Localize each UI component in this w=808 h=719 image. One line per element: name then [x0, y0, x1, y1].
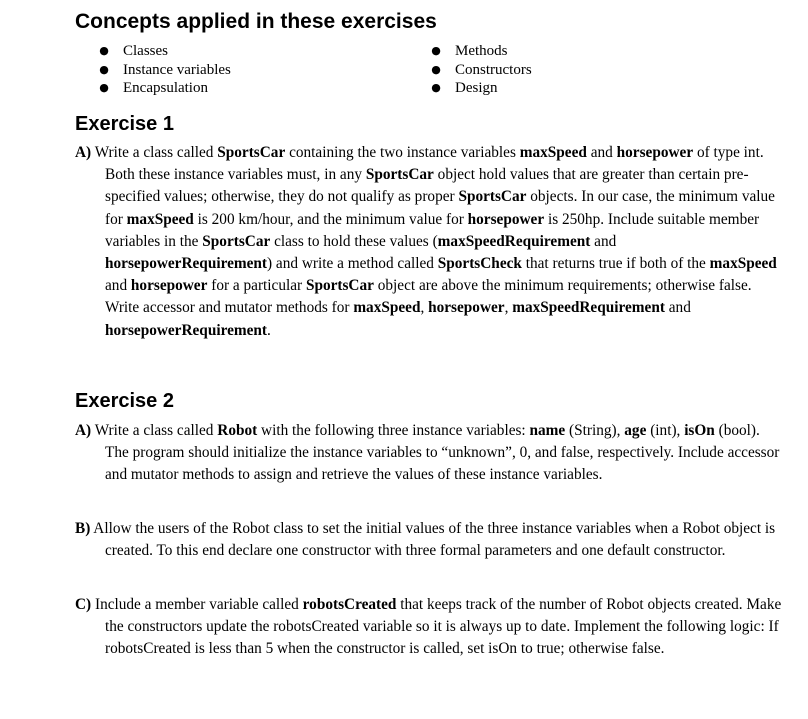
exercise2-part-b: B) Allow the users of the Robot class to set the initial values of the three instance variables when a Robot object is created. To this end declare one constructor with three formal parameters and one default constructor. [75, 520, 776, 560]
list-item: ● Constructors [429, 61, 532, 80]
list-item: ● Design [429, 79, 532, 98]
exercise2-part-a: A) Write a class called Robot with the following three instance variables: name (String), age (int), isOn (bool). The program should initialize the instance variables to “unknown”, 0, and false, respectively. Include accessor and mutator methods to assign and retrieve the values of these instance variables. [75, 422, 780, 484]
bullet-icon: ● [431, 62, 441, 76]
concepts-heading: Concepts applied in these exercises [75, 10, 437, 33]
list-item: ● Encapsulation [97, 79, 231, 98]
bullet-icon: ● [99, 81, 109, 94]
exercise1-part-a: A) Write a class called SportsCar containing the two instance variables maxSpeed and horsepower of type int. Both these instance variables must, in any SportsCar object hold values that are greater than certain pre-specified values; otherwise, they do not qualify as proper SportsCar objects. In our case, the minimum value for maxSpeed is 200 km/hour, and the minimum value for horsepower is 250hp. Include suitable member variables in the SportsCar class to hold these values (maxSpeedRequirement and horsepowerRequirement) and write a method called SportsCheck that returns true if both of the maxSpeed and horsepower for a particular SportsCar object are above the minimum requirements; otherwise false. Write accessor and mutator methods for maxSpeed, horsepower, maxSpeedRequirement and horsepowerRequirement. [75, 144, 777, 339]
bullet-icon: ● [431, 44, 441, 57]
exercise2-heading: Exercise 2 [75, 390, 174, 412]
concepts-list-left [97, 42, 231, 98]
list-item: ● Methods [429, 42, 532, 61]
list-item: ● Instance variables [97, 61, 231, 80]
bullet-icon: ● [431, 81, 441, 94]
bullet-icon: ● [99, 62, 109, 76]
exercise2-part-c: C) Include a member variable called robotsCreated that keeps track of the number of Robot objects created. Make the constructors update the robotsCreated variable so it is always up to date. Implement the following logic: If robotsCreated is less than 5 when the constructor is called, set isOn to true; otherwise false. [75, 596, 782, 658]
exercise1-heading: Exercise 1 [75, 113, 174, 135]
bullet-icon: ● [99, 44, 109, 57]
concepts-list-right [429, 42, 532, 98]
list-item: ● Classes [97, 42, 231, 61]
